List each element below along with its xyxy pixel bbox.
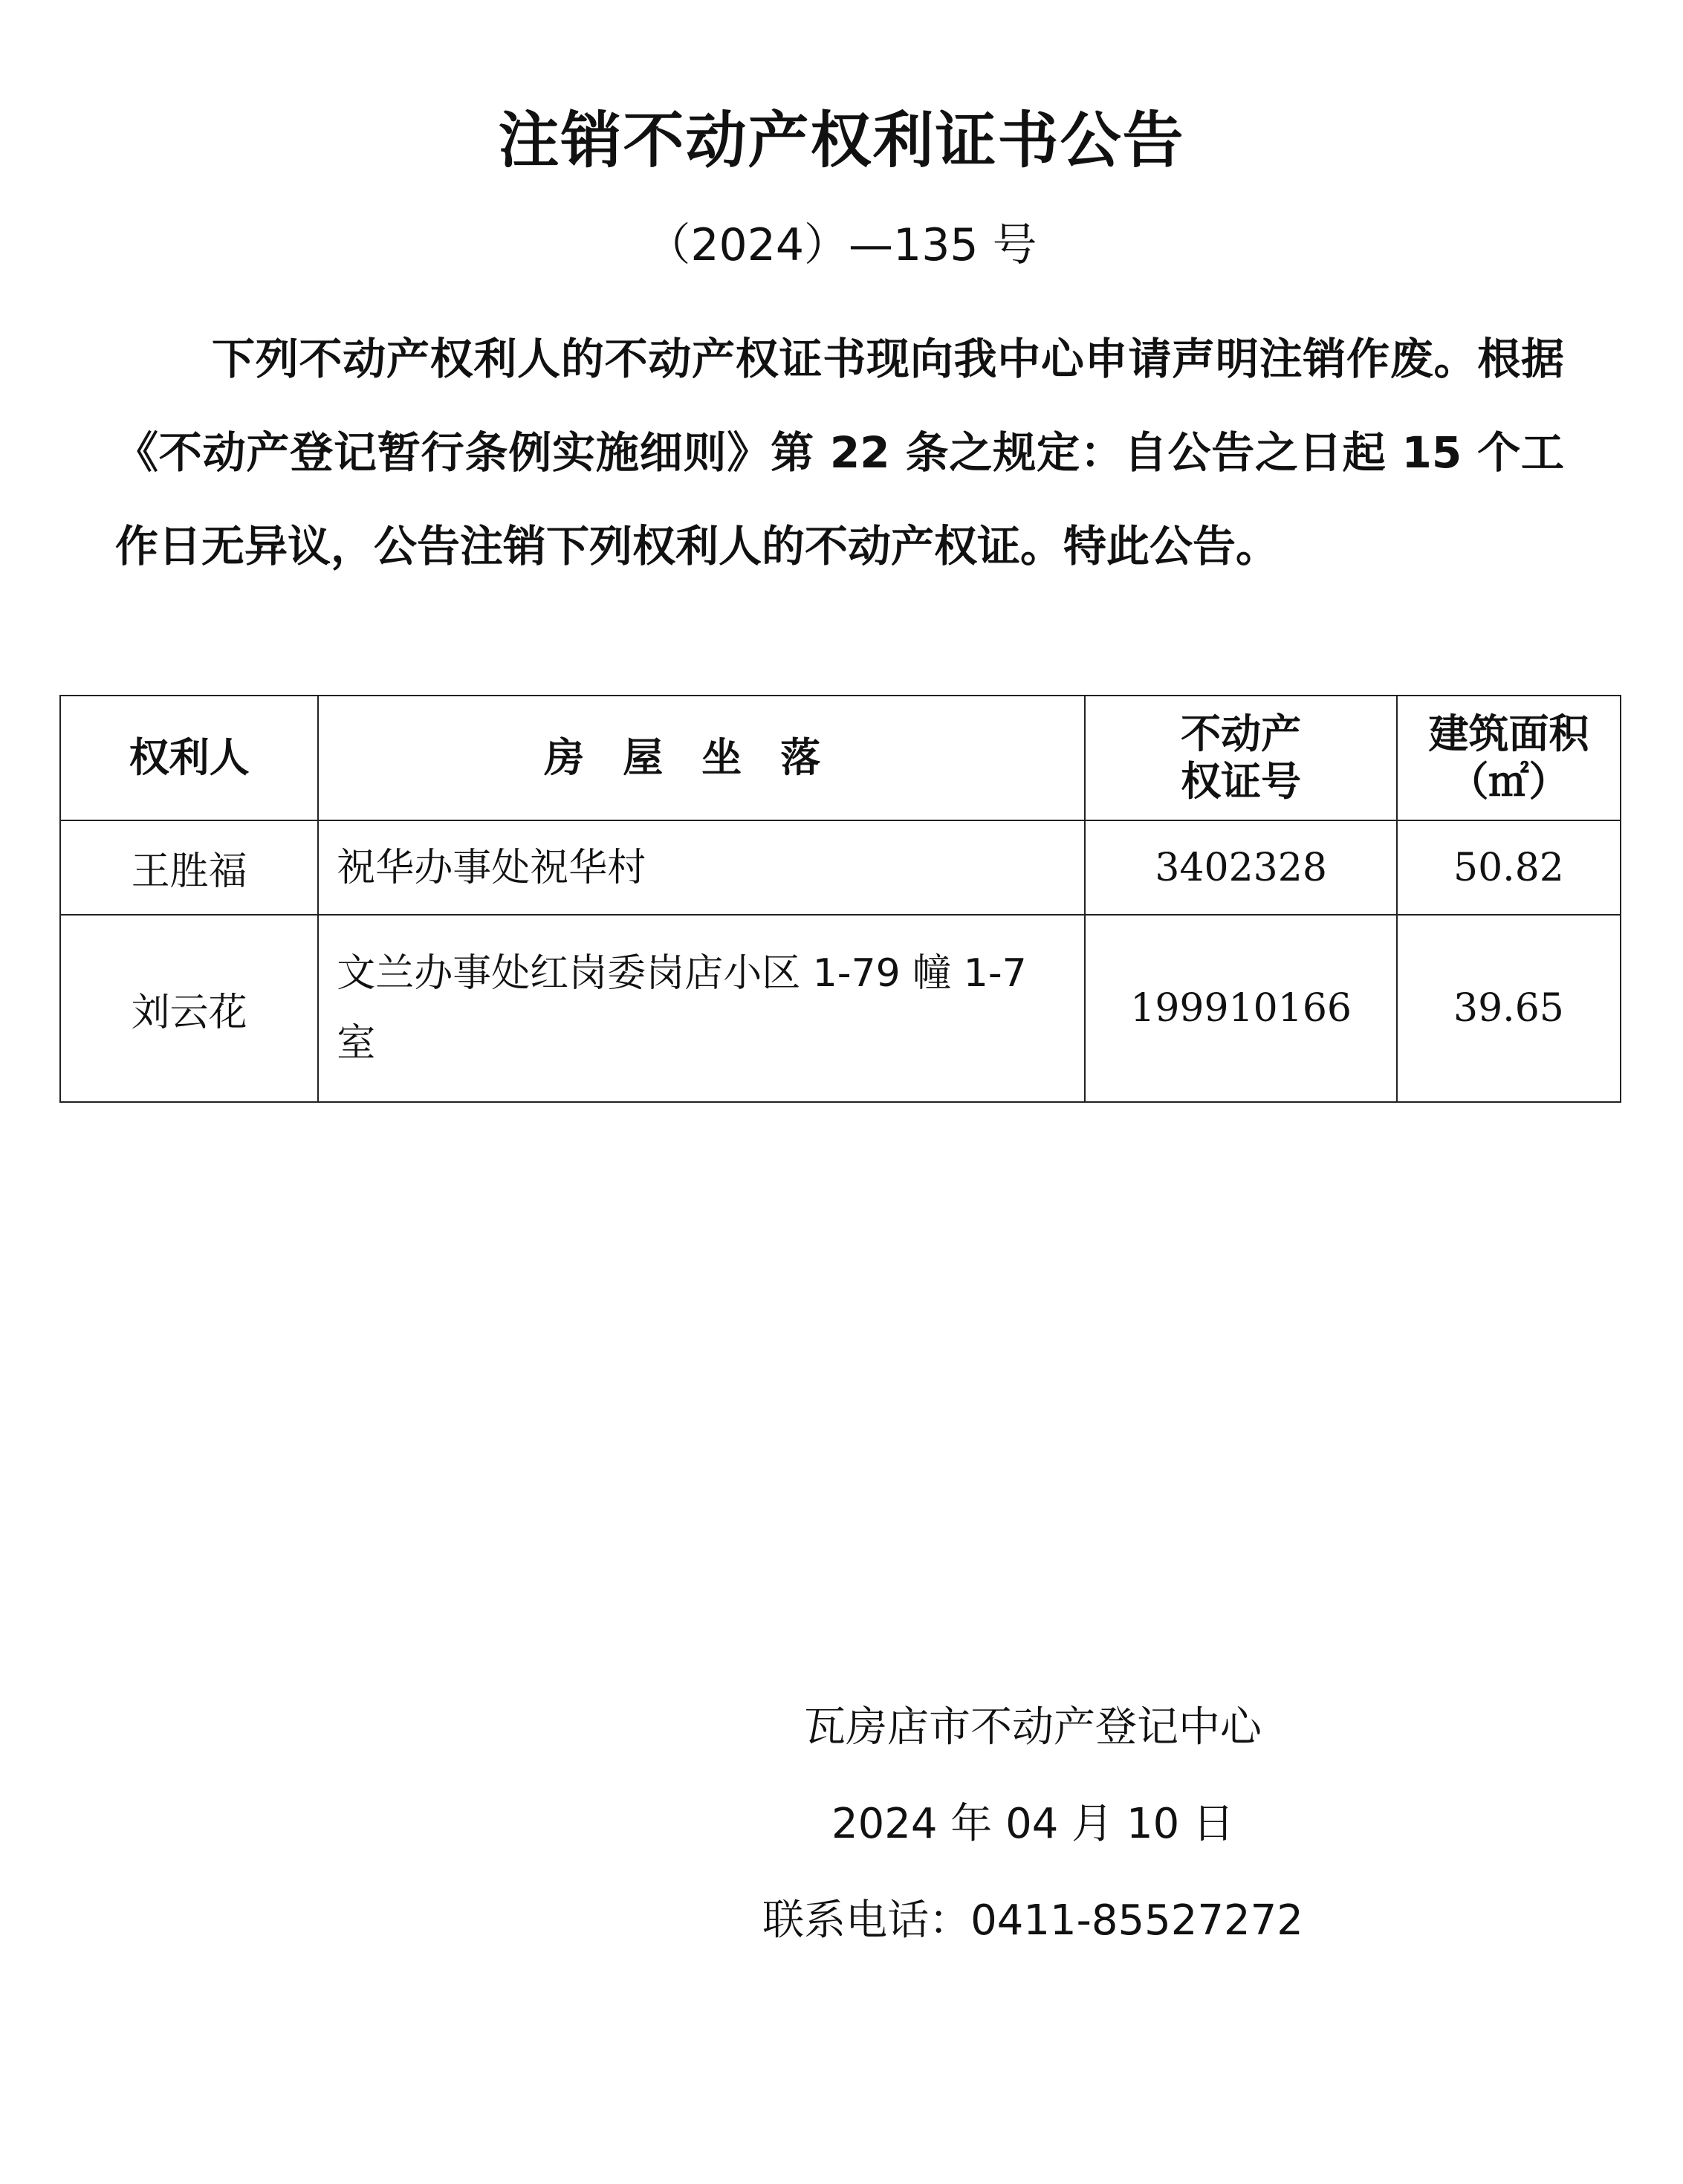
- table-row: [60, 915, 1621, 1102]
- contact-phone: 联系电话：0411-85527272: [762, 1896, 1303, 1945]
- header-cert-number: [1085, 696, 1397, 820]
- location-cell: 祝华办事处祝华村: [318, 820, 1085, 915]
- header-location: 房屋坐落: [318, 696, 1085, 820]
- area-cell: 50.82: [1397, 820, 1621, 915]
- notice-footer: [728, 1679, 1337, 1969]
- document-number: （2024）—135 号: [646, 219, 1037, 271]
- issuing-organization: 瓦房店市不动产登记中心: [804, 1703, 1262, 1752]
- location-cell: 文兰办事处红岗委岗店小区 1-79 幢 1-7 室: [318, 915, 1085, 1102]
- header-area: [1397, 696, 1621, 820]
- cert-number-cell: 3402328: [1085, 820, 1397, 915]
- notice-body: 下列不动产权利人的不动产权证书现向我中心申请声明注销作废。根据《不动产登记暂行条例实施细则》第 22 条之规定：自公告之日起 15 个工作日无异议，公告注销下列权利人的不动产权证。特此公告。: [115, 334, 1564, 571]
- header-area-line1: 建筑面积: [1428, 710, 1589, 757]
- header-cert-line2: 权证号: [1181, 758, 1302, 805]
- owner-cell: 王胜福: [60, 820, 318, 915]
- table-row: [60, 820, 1621, 915]
- issue-date: 2024 年 04 月 10 日: [831, 1800, 1235, 1848]
- page-title: 注销不动产权利证书公告: [498, 106, 1185, 176]
- area-cell: 39.65: [1397, 915, 1621, 1102]
- owner-cell: 刘云花: [60, 915, 318, 1102]
- header-cert-line1: 不动产: [1181, 710, 1302, 757]
- table-header-row: [60, 696, 1621, 820]
- header-area-line2: （㎡）: [1448, 758, 1569, 805]
- cert-number-cell: 199910166: [1085, 915, 1397, 1102]
- certificate-table: [59, 695, 1621, 1103]
- header-owner: 权利人: [60, 696, 318, 820]
